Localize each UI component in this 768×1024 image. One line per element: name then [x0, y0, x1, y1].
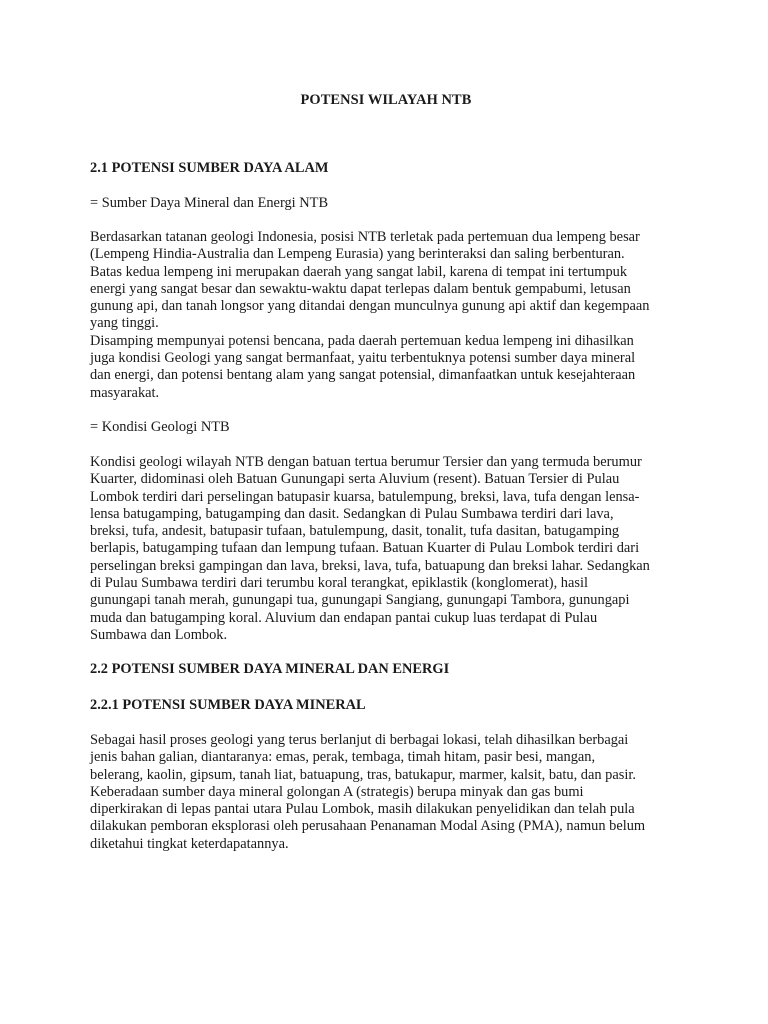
text-line: Sumbawa dan Lombok. [90, 626, 228, 643]
text-line: (Lempeng Hindia-Australia dan Lempeng Eurasia) yang berinteraksi dan saling berbenturan. [90, 246, 625, 263]
text-line: gunung api, dan tanah longsor yang ditandai dengan munculnya gunung api aktif dan kegempaan [90, 298, 650, 315]
text-line: diketahui tingkat keterdapatannya. [90, 835, 289, 852]
section-heading-2-2: 2.2 POTENSI SUMBER DAYA MINERAL DAN ENERGI [90, 661, 450, 677]
text-line: juga kondisi Geologi yang sangat bermanfaat, yaitu terbentuknya potensi sumber daya mineral [90, 350, 636, 367]
paragraph-sumber-daya-mineral [90, 732, 682, 853]
text-line: muda dan batugamping koral. Aluvium dan endapan pantai cukup luas terdapat di Pulau [90, 609, 598, 626]
text-line: breksi, tufa, andesit, batupasir tufaan, batulempung, dasit, tonalit, tufa dasitan, batugamping [90, 523, 620, 540]
text-line: dan energi, dan potensi bentang alam yang sangat potensial, dimanfaatkan untuk kesejahteraan [90, 367, 636, 384]
paragraph-kondisi-geologi [90, 454, 682, 644]
text-line: Sebagai hasil proses geologi yang terus berlanjut di berbagai lokasi, telah dihasilkan berbagai [90, 732, 629, 748]
text-line: berlapis, batugamping tufaan dan lempung tufaan. Batuan Kuarter di Pulau Lombok terdiri dari [90, 540, 640, 557]
text-line: dilakukan pemboran eksplorasi oleh perusahaan Penanaman Modal Asing (PMA), namun belum [90, 818, 646, 835]
text-line: belerang, kaolin, gipsum, tanah liat, batuapung, tras, batukapur, marmer, kalsit, batu, dan pasir. [90, 766, 636, 783]
text-line: energi yang sangat besar dan sewaktu-waktu dapat terlepas dalam bentuk gempabumi, letusan [90, 280, 631, 297]
section-heading-2-2-1: 2.2.1 POTENSI SUMBER DAYA MINERAL [90, 697, 366, 713]
text-line: masyarakat. [90, 384, 160, 401]
text-line: lensa batugamping, batugamping dan dasit. Sedangkan di Pulau Sumbawa terdiri dari lava, [90, 505, 614, 522]
subheading-kondisi-geologi: = Kondisi Geologi NTB [90, 419, 230, 435]
text-line: Batas kedua lempeng ini merupakan daerah yang sangat labil, karena di tempat ini tertumpuk [90, 263, 628, 280]
subheading-sumber-daya-mineral: = Sumber Daya Mineral dan Energi NTB [90, 195, 329, 211]
text-line: diperkirakan di lepas pantai utara Pulau Lombok, masih dilakukan penyelidikan dan telah pula [90, 801, 635, 818]
text-line: Berdasarkan tatanan geologi Indonesia, posisi NTB terletak pada pertemuan dua lempeng besar [90, 229, 640, 245]
text-line: Kuarter, didominasi oleh Batuan Gunungapi serta Aluvium (resent). Batuan Tersier di Pulau [90, 471, 620, 488]
text-line: Disamping mempunyai potensi bencana, pada daerah pertemuan kedua lempeng ini dihasilkan [90, 332, 634, 349]
text-line: Kondisi geologi wilayah NTB dengan batuan tertua berumur Tersier dan yang termuda berumur [90, 454, 642, 470]
text-line: gunungapi tanah merah, gunungapi tua, gunungapi Sangiang, gunungapi Tambora, gunungapi [90, 592, 630, 609]
paragraph-tatanan-geologi [90, 229, 682, 402]
document-title: POTENSI WILAYAH NTB [300, 92, 472, 108]
text-line: jenis bahan galian, diantaranya: emas, perak, tembaga, timah hitam, pasir besi, mangan, [90, 749, 596, 766]
text-line: di Pulau Sumbawa terdiri dari terumbu koral terangkat, epiklastik (konglomerat), hasil [90, 575, 588, 592]
section-heading-2-1: 2.1 POTENSI SUMBER DAYA ALAM [90, 160, 329, 176]
text-line: perselingan breksi gampingan dan lava, breksi, lava, tufa, batuapung dan breksi lahar. Sedangkan [90, 557, 650, 574]
text-line: Keberadaan sumber daya mineral golongan A (strategis) berupa minyak dan gas bumi [90, 783, 584, 800]
text-line: Lombok terdiri dari perselingan batupasir kuarsa, batulempung, breksi, lava, tufa dengan lensa- [90, 488, 640, 505]
text-line: yang tinggi. [90, 315, 159, 332]
